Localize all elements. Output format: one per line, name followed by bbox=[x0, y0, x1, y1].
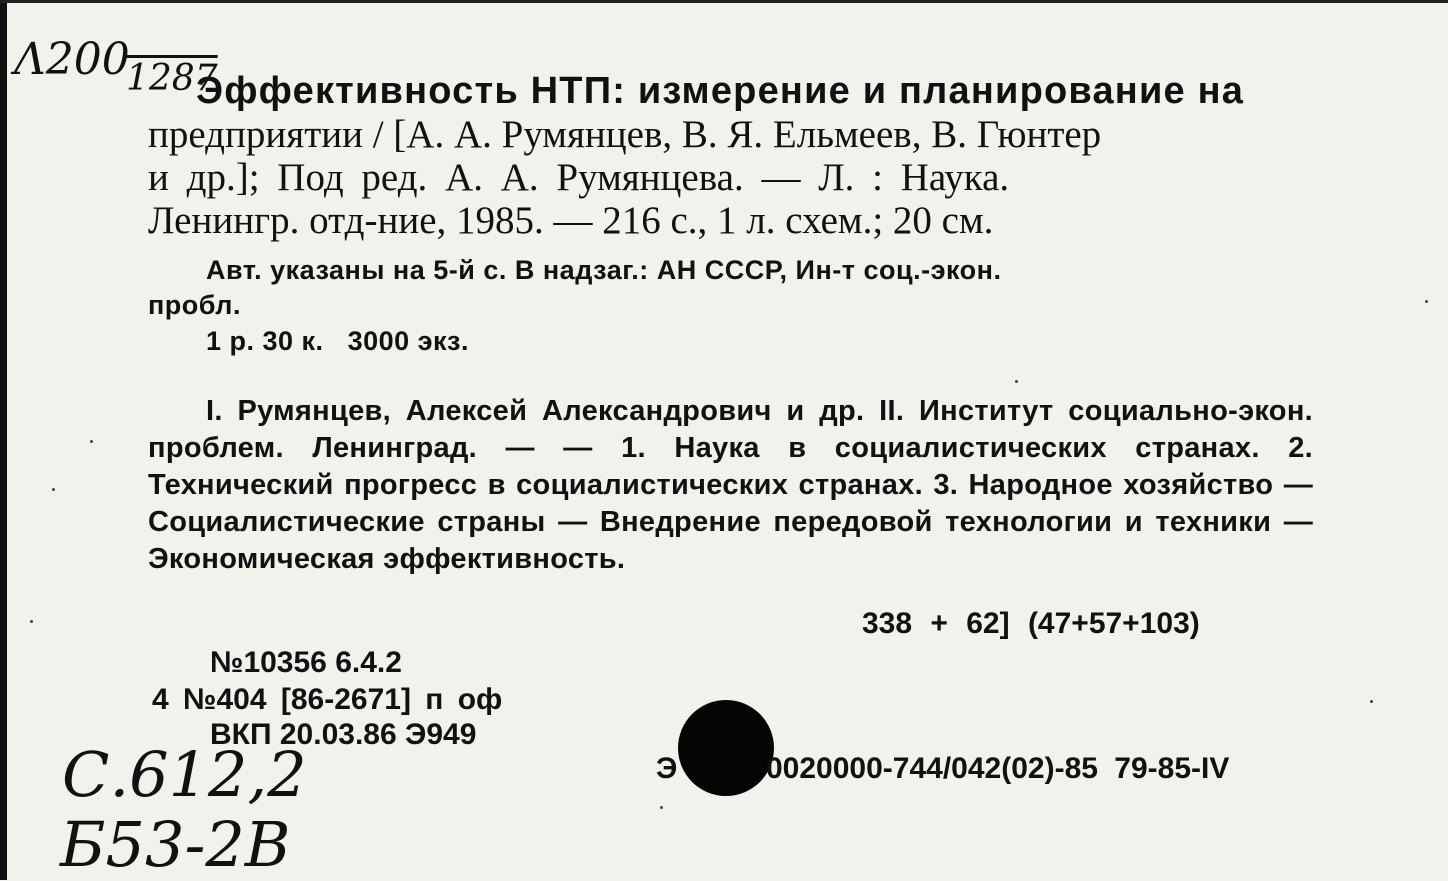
note-price: 1 р. 30 к. 3000 экз. bbox=[206, 326, 469, 356]
card-left-edge bbox=[0, 0, 7, 880]
scan-speck bbox=[1370, 700, 1373, 703]
entry-editor-publisher: и др.]; Под ред. А. А. Румянцева. — Л. : Наука. bbox=[148, 156, 1010, 199]
tracing-paragraph: I. Румянцев, Алексей Александрович и др. II. Институт социально-экон. проблем. Ленинград. — — 1. Наука в социалистических странах. 2. Технический прогресс в социалистических странах. 3. Народное хозяйство — Социалистические страны — Внедрение передовой технологии и техники — Экономическая эффективность. bbox=[148, 395, 1313, 575]
note-authors: Авт. указаны на 5-й с. В надзаг.: АН СССР, Ин-т соц.-экон. bbox=[206, 255, 1002, 285]
scan-speck bbox=[660, 806, 663, 809]
handwritten-shelf-mark: С.612,2 bbox=[62, 738, 307, 811]
handwritten-shelf-mark-2: Б53-2В bbox=[60, 808, 291, 881]
bbk-code: 0020000-744/042(02)-85 79-85-IV bbox=[766, 752, 1230, 785]
order-number: №10356 6.4.2 bbox=[210, 646, 402, 679]
scan-speck bbox=[1425, 300, 1428, 303]
card-top-edge bbox=[0, 0, 1448, 3]
bbk-prefix: Э bbox=[656, 752, 678, 785]
handwritten-number: Λ200 bbox=[14, 34, 130, 85]
entry-responsibility: предприятии / [А. А. Румянцев, В. Я. Ельмеев, В. Гюнтер bbox=[148, 113, 1102, 156]
udc-index: 338 + 62] (47+57+103) bbox=[862, 607, 1200, 640]
order-line: 4 №404 [86-2671] п оф bbox=[152, 683, 503, 716]
punched-hole bbox=[678, 700, 774, 796]
scan-speck bbox=[90, 440, 93, 443]
entry-title: Эффективность НТП: измерение и планирование на bbox=[196, 70, 1245, 112]
entry-physical-description: Ленингр. отд-ние, 1985. — 216 с., 1 л. схем.; 20 см. bbox=[148, 199, 994, 242]
scan-speck bbox=[30, 620, 33, 623]
scan-speck bbox=[1015, 380, 1018, 383]
vkp-line: ВКП 20.03.86 Э949 bbox=[210, 718, 477, 751]
scan-speck bbox=[52, 488, 55, 491]
note-authors-cont: пробл. bbox=[148, 290, 241, 320]
handwritten-overline-mark: 1287 bbox=[126, 58, 218, 99]
